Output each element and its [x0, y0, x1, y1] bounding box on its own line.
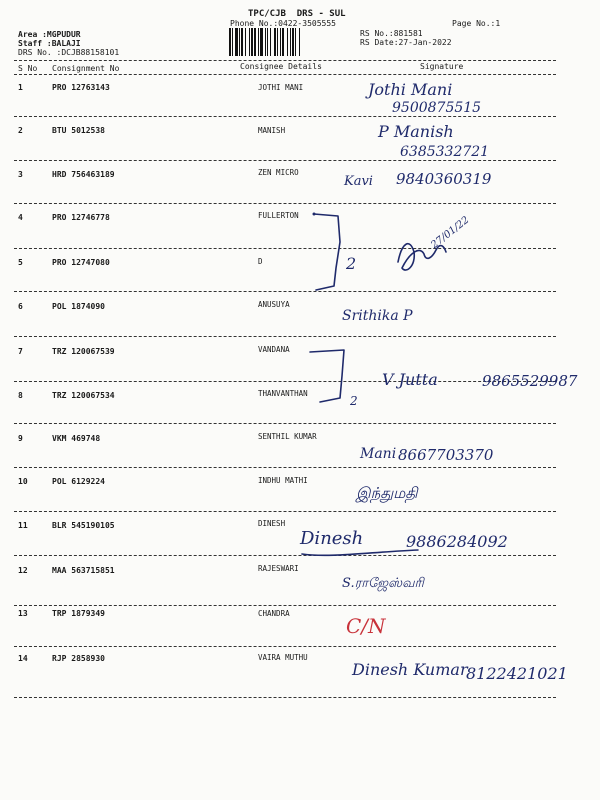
row-sno: 9 [18, 434, 23, 443]
row-consignee: VANDANA [258, 345, 290, 354]
row-consignment: POL 6129224 [52, 477, 105, 486]
signature-row-1-phone: 9500875515 [392, 100, 482, 116]
signature-row-5-date: 27/01/22 [429, 214, 472, 251]
col-header-consignee: Consignee Details [240, 62, 322, 71]
row-sno: 4 [18, 213, 23, 222]
page-number: Page No.:1 [452, 19, 501, 28]
signature-row-6: Srithika P [342, 308, 413, 324]
row-consignee: INDHU MATHI [258, 476, 308, 485]
row-consignment: TRZ 120067539 [52, 347, 115, 356]
row-consignee: MANISH [258, 126, 286, 135]
row-sno: 8 [18, 391, 23, 400]
row-consignment: PRO 12746778 [52, 213, 110, 222]
signature-row-11-underline [300, 546, 420, 560]
signature-row-3-phone: 9840360319 [396, 170, 492, 188]
row-divider [14, 381, 556, 382]
signature-row-8-phone: 9865529987 [482, 372, 578, 390]
signature-row-10: இந்துமதி [356, 484, 418, 502]
header-divider-bottom [14, 74, 556, 75]
row-sno: 7 [18, 347, 23, 356]
row-divider [14, 291, 556, 292]
row-divider [14, 248, 556, 249]
row-consignee: DINESH [258, 519, 286, 528]
signature-row-7-8-name: V Jutta [382, 370, 438, 389]
drs-number: DRS No. :DCJB88158101 [18, 48, 120, 57]
row-consignment: PRO 12763143 [52, 83, 110, 92]
row-consignment: MAA 563715851 [52, 566, 115, 575]
signature-row-11-phone: 9886284092 [406, 532, 508, 551]
row-divider [14, 467, 556, 468]
phone-number: Phone No.:0422-3505555 [230, 19, 336, 28]
row-consignee: FULLERTON [258, 211, 299, 220]
row-divider [14, 605, 556, 606]
row-sno: 6 [18, 302, 23, 311]
signature-row-9-phone: 8667703370 [398, 446, 494, 464]
signature-row-12: S.ராஜேஸ்வரி [342, 576, 424, 591]
signature-row-13: C/N [346, 614, 386, 638]
row-consignee: JOTHI MANI [258, 83, 304, 92]
row-sno: 5 [18, 258, 23, 267]
signature-row-9-name: Mani [360, 446, 397, 462]
row-sno: 2 [18, 126, 23, 135]
signature-row-14-phone: 8122421021 [466, 664, 568, 683]
signature-row-14-name: Dinesh Kumar [352, 660, 468, 679]
row-sno: 11 [18, 521, 28, 530]
header-divider-top [14, 60, 556, 61]
area-field: Area :MGPUDUR [18, 30, 81, 39]
signature-row-1-name: Jothi Mani [368, 80, 453, 99]
row-consignment: VKM 469748 [52, 434, 101, 443]
row-consignment: RJP 2858930 [52, 654, 105, 663]
col-header-consignment: Consignment No [52, 64, 120, 73]
signature-row-3-name: Kavi [344, 174, 373, 189]
row-divider [14, 423, 556, 424]
row-sno: 14 [18, 654, 28, 663]
row-divider [14, 511, 556, 512]
row-consignment: HRD 756463189 [52, 170, 115, 179]
row-divider [14, 555, 556, 556]
row-consignment: POL 1874090 [52, 302, 105, 311]
row-divider [14, 646, 556, 647]
staff-field: Staff :BALAJI [18, 39, 81, 48]
sheet-title: TPC/CJB DRS - SUL [248, 9, 346, 19]
bracket-mark-rows-7-8: 2 [350, 394, 358, 408]
row-consignee: VAIRA MUTHU [258, 653, 308, 662]
row-consignee: ZEN MICRO [258, 168, 299, 177]
row-sno: 1 [18, 83, 23, 92]
signature-row-2-name: P Manish [378, 122, 454, 141]
col-header-signature: Signature [420, 62, 464, 71]
row-consignment: TRP 1879349 [52, 609, 105, 618]
row-consignee: CHANDRA [258, 609, 290, 618]
row-consignee: RAJESWARI [258, 564, 299, 573]
row-consignment: TRZ 120067534 [52, 391, 115, 400]
row-divider [14, 203, 556, 204]
rs-date: RS Date:27-Jan-2022 [360, 38, 452, 47]
row-divider [14, 336, 556, 337]
row-sno: 12 [18, 566, 28, 575]
bracket-mark-rows-4-5: 2 [346, 254, 357, 273]
row-sno: 3 [18, 170, 23, 179]
row-consignee: SENTHIL KUMAR [258, 432, 317, 441]
row-divider [14, 116, 556, 117]
row-sno: 10 [18, 477, 28, 486]
barcode-image [228, 28, 354, 56]
signature-row-2-phone: 6385332721 [400, 144, 490, 160]
row-consignment: BTU 5012538 [52, 126, 105, 135]
row-consignment: PRO 12747080 [52, 258, 110, 267]
signature-row-11-name: Dinesh [300, 528, 364, 549]
rs-number: RS No.:881581 [360, 29, 423, 38]
row-divider [14, 697, 556, 698]
row-consignee: D [258, 257, 263, 266]
row-consignee: THANVANTHAN [258, 389, 308, 398]
col-header-sno: S No [18, 64, 38, 73]
row-consignee: ANUSUYA [258, 300, 290, 309]
row-divider [14, 160, 556, 161]
row-consignment: BLR 545190105 [52, 521, 115, 530]
row-sno: 13 [18, 609, 28, 618]
